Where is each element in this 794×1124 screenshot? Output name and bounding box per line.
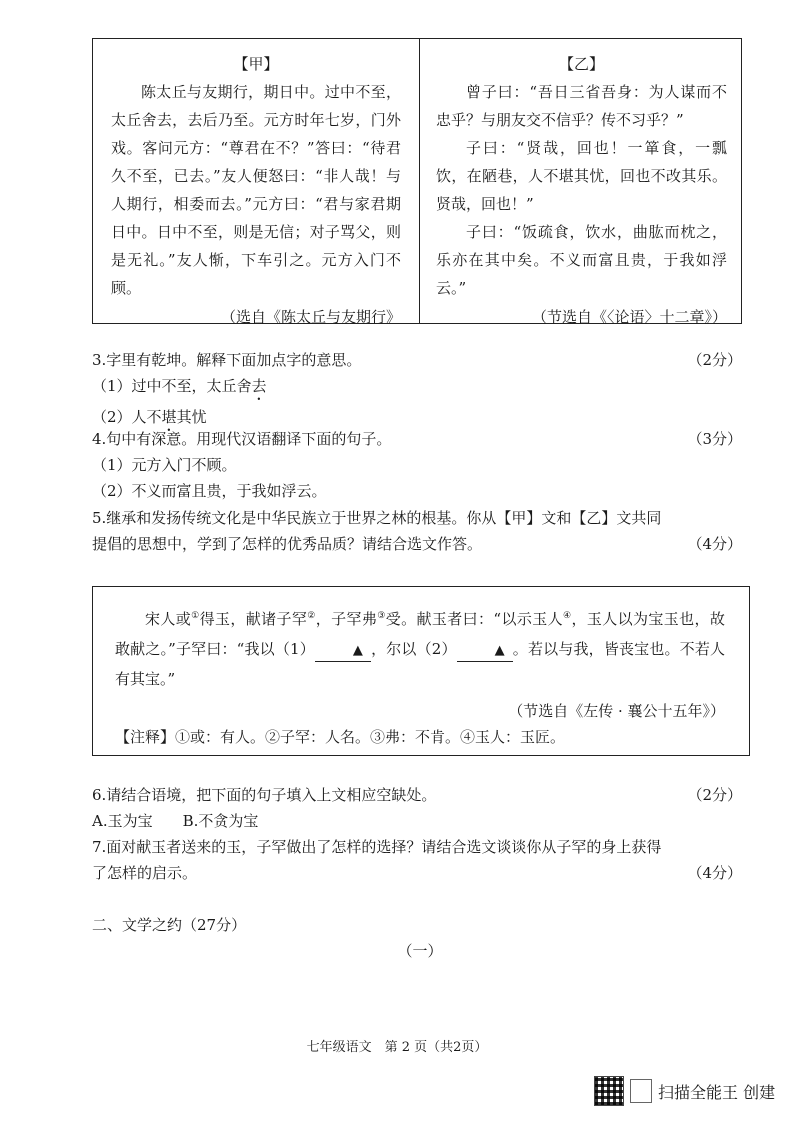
passage-c-body	[115, 601, 725, 694]
passage-c-seg-6: ，尔以（2）	[370, 640, 457, 658]
watermark-text: 扫描全能王 创建	[658, 1082, 776, 1102]
passage-b-source: （节选自《〈论语〉十二章》）	[531, 308, 727, 326]
triangle-icon: ▲	[494, 643, 505, 658]
q3-stem: 3.字里有乾坤。解释下面加点字的意思。	[92, 351, 362, 369]
page-footer: 七年级语文 第 2 页（共2页）	[306, 1040, 488, 1055]
q7-score: （4分）	[687, 864, 742, 882]
passage-a-body: 陈太丘与友期行，期日中。过中不至，太丘舍去，去后乃至。元方时年七岁，门外戏。客问元方：“尊君在不？”答曰：“待君久不至，已去。”友人便怒曰：“非人哉！与人期行，相委而去。”元方曰：“君与家君期日中。日中不至，则是无信；对子骂父，则是无礼。”友人惭，下车引之。元方入门不顾。	[111, 83, 401, 297]
note-ref-1: ①	[191, 611, 200, 621]
passage-c-seg-1: 宋人或	[145, 610, 192, 628]
passage-b-box	[420, 38, 742, 324]
passage-c-seg-5: ，玉人以为宝玉也，故敢献之。”子罕曰：“我以（1）	[115, 610, 725, 658]
passage-c-seg-2: 得玉，献诸子罕	[199, 610, 308, 628]
app-logo-icon	[630, 1079, 652, 1103]
q3-item-1-dotted: 去	[251, 377, 267, 395]
passage-c-box	[92, 586, 750, 756]
q5-score: （4分）	[687, 535, 742, 553]
passage-b-p1: 曾子曰：“吾日三省吾身：为人谋而不忠乎？与朋友交不信乎？传不习乎？”	[436, 83, 727, 129]
triangle-icon: ▲	[352, 643, 363, 658]
passage-c-seg-4: 受。献玉者曰：“以示玉人	[385, 610, 564, 628]
q5-line-2: 提倡的思想中，学到了怎样的优秀品质？请结合选文作答。	[92, 535, 483, 553]
passage-c-seg-7: 。若以与我，皆丧宝也。不若人有其宝。”	[115, 640, 725, 688]
blank-2[interactable]	[457, 639, 513, 662]
passage-b-p2: 子曰：“贤哉，回也！一箪食，一瓢饮，在陋巷，人不堪其忧，回也不改其乐。贤哉，回也！”	[436, 139, 727, 213]
question-7	[92, 834, 742, 886]
q5-line-1: 5.继承和发扬传统文化是中华民族立于世界之林的根基。你从【甲】文和【乙】文共同	[92, 509, 662, 527]
q4-stem: 4.句中有深意。用现代汉语翻译下面的句子。	[92, 430, 392, 448]
q3-item-1	[92, 373, 742, 404]
scanner-watermark	[594, 1076, 775, 1106]
passage-a-title: 【甲】	[233, 55, 279, 73]
q6-score: （2分）	[687, 786, 742, 804]
question-3	[92, 347, 742, 435]
passage-a-box	[92, 38, 420, 324]
q3-item-2-pre: （2）人不	[92, 408, 162, 426]
passage-c-note: 【注释】①或：有人。②子罕：人名。③弗：不肯。④玉人：玉匠。	[115, 728, 566, 746]
section-2-heading: 二、文学之约（27分）	[92, 916, 247, 934]
q3-item-2-dotted: 堪	[161, 408, 177, 426]
q3-item-1-text: （1）过中不至，太丘舍	[92, 377, 252, 395]
passage-b-title: 【乙】	[558, 55, 604, 73]
passage-b-p3: 子曰：“饭疏食，饮水，曲肱而枕之，乐亦在其中矣。不义而富且贵，于我如浮云。”	[436, 223, 727, 297]
q6-stem: 6.请结合语境，把下面的句子填入上文相应空缺处。	[92, 786, 437, 804]
note-ref-2: ②	[307, 611, 316, 621]
blank-1[interactable]	[315, 639, 371, 662]
question-4	[92, 426, 742, 504]
q3-score: （2分）	[687, 351, 742, 369]
section-2-subheading: （一）	[397, 942, 443, 960]
note-ref-4: ④	[563, 611, 572, 621]
q4-score: （3分）	[687, 430, 742, 448]
passage-c-seg-3: ，子罕弗	[315, 610, 378, 628]
q6-options: A.玉为宝 B.不贪为宝	[92, 812, 259, 830]
note-ref-3: ③	[377, 611, 386, 621]
q4-item-1: （1）元方入门不顾。	[92, 456, 237, 474]
q3-item-2-post: 其忧	[176, 408, 207, 426]
passage-a-source: （选自《陈太丘与友期行》	[220, 308, 401, 326]
q7-line-1: 7.面对献玉者送来的玉，子罕做出了怎样的选择？请结合选文谈谈你从子罕的身上获得	[92, 838, 662, 856]
passage-c-source: （节选自《左传 · 襄公十五年》）	[508, 702, 725, 720]
qr-code-icon	[594, 1076, 624, 1106]
q7-line-2: 了怎样的启示。	[92, 864, 198, 882]
question-6	[92, 782, 742, 834]
question-5	[92, 505, 742, 557]
q4-item-2: （2）不义而富且贵，于我如浮云。	[92, 482, 327, 500]
